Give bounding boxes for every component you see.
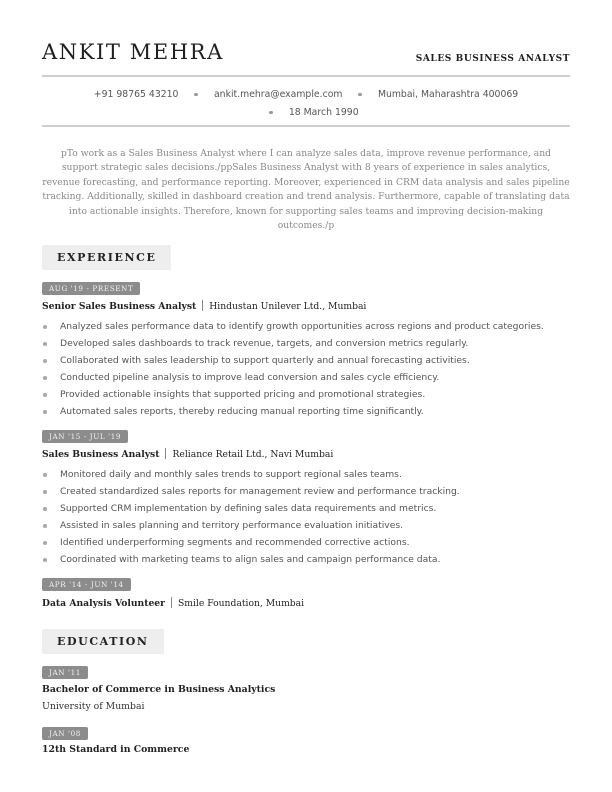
education-date-badge: JAN '08 [42, 727, 88, 740]
bullet-icon [43, 558, 47, 562]
bullet-text: Collaborated with sales leadership to support quarterly and annual forecasting activities. [60, 355, 470, 366]
bullet-text: Monitored daily and monthly sales trends to support regional sales teams. [60, 469, 402, 480]
candidate-role: SALES BUSINESS ANALYST [415, 54, 570, 64]
list-item [42, 534, 570, 551]
bullet-text: Supported CRM implementation by defining sales data requirements and metrics. [60, 503, 437, 514]
job-dates-badge: APR '14 - JUN '14 [42, 578, 131, 591]
contact-email: ankit.mehra@example.com [213, 89, 343, 100]
list-item [42, 352, 570, 369]
education-school: University of Mumbai [42, 701, 145, 712]
bullet-text: Assisted in sales planning and territory performance evaluation initiatives. [60, 520, 404, 531]
education-degree: Bachelor of Commerce in Business Analytics [42, 684, 276, 695]
list-item [42, 551, 570, 568]
list-item [42, 466, 570, 483]
bullet-icon [43, 376, 47, 380]
bullet-icon [43, 541, 47, 545]
bullet-text: Automated sales reports, thereby reducing manual reporting time significantly. [60, 406, 424, 417]
bullet-text: Developed sales dashboards to track revenue, targets, and conversion metrics regularly. [60, 338, 469, 349]
bullet-icon [43, 342, 47, 346]
bullet-icon [43, 410, 47, 414]
job-heading [42, 448, 333, 460]
bullet-icon [43, 359, 47, 363]
list-item [42, 369, 570, 386]
bullet-text: Identified underperforming segments and recommended corrective actions. [60, 537, 410, 548]
job-title: Sales Business Analyst [42, 449, 160, 460]
divider [202, 300, 203, 311]
bullet-icon [43, 524, 47, 528]
header-divider [42, 75, 570, 77]
job-company: Hindustan Unilever Ltd., Mumbai [209, 301, 367, 312]
bullet-icon [43, 473, 47, 477]
bullet-separator-icon [269, 111, 273, 115]
bullet-icon [43, 393, 47, 397]
bullet-icon [43, 490, 47, 494]
job-responsibilities [42, 466, 570, 568]
list-item [42, 403, 570, 420]
job-company: Reliance Retail Ltd., Navi Mumbai [172, 449, 334, 460]
contact-dob: 18 March 1990 [288, 107, 359, 118]
bullet-text: Created standardized sales reports for management review and performance tracking. [60, 486, 460, 497]
candidate-name: ANKIT MEHRA [42, 40, 224, 64]
list-item [42, 386, 570, 403]
job-company: Smile Foundation, Mumbai [177, 598, 305, 609]
bullet-icon [43, 507, 47, 511]
job-heading [42, 300, 366, 312]
job-dates-badge: JAN '15 - JUL '19 [42, 430, 128, 443]
bullet-separator-icon [194, 93, 198, 97]
bullet-text: Conducted pipeline analysis to improve lead conversion and sales cycle efficiency. [60, 372, 440, 383]
bullet-text: Analyzed sales performance data to identify growth opportunities across regions and product categories. [60, 321, 544, 332]
job-dates-badge: AUG '19 - PRESENT [42, 282, 140, 295]
contact-divider [42, 125, 570, 127]
list-item [42, 500, 570, 517]
job-heading [42, 597, 304, 609]
job-title: Data Analysis Volunteer [42, 598, 165, 609]
education-section-heading: EDUCATION [42, 629, 164, 654]
list-item [42, 318, 570, 335]
bullet-text: Coordinated with marketing teams to align sales and campaign performance data. [60, 554, 441, 565]
bullet-text: Provided actionable insights that supported pricing and promotional strategies. [60, 389, 426, 400]
education-degree: 12th Standard in Commerce [42, 744, 190, 755]
contact-phone: +91 98765 43210 [93, 89, 179, 100]
contact-info [42, 86, 570, 122]
divider [171, 597, 172, 608]
divider [165, 448, 166, 459]
contact-location: Mumbai, Maharashtra 400069 [377, 89, 519, 100]
bullet-separator-icon [358, 93, 362, 97]
list-item [42, 335, 570, 352]
bullet-icon [43, 325, 47, 329]
education-date-badge: JAN '11 [42, 666, 88, 679]
list-item [42, 483, 570, 500]
job-title: Senior Sales Business Analyst [42, 301, 197, 312]
experience-section-heading: EXPERIENCE [42, 245, 171, 270]
list-item [42, 517, 570, 534]
professional-summary: pTo work as a Sales Business Analyst where I can analyze sales data, improve revenue performance, and support strategic sales decisions./ppSales Business Analyst with 8 years of experience in sales analytics, revenue forecasting, and performance reporting. Moreover, experienced in CRM data analysis and sales pipeline tracking. Additionally, skilled in dashboard creation and trend analysis. Furthermore, capable of translating data into actionable insights. Therefore, known for supporting sales teams and improving decision-making outcomes./p [42, 148, 570, 232]
job-responsibilities [42, 318, 570, 420]
resume-header [42, 40, 570, 74]
